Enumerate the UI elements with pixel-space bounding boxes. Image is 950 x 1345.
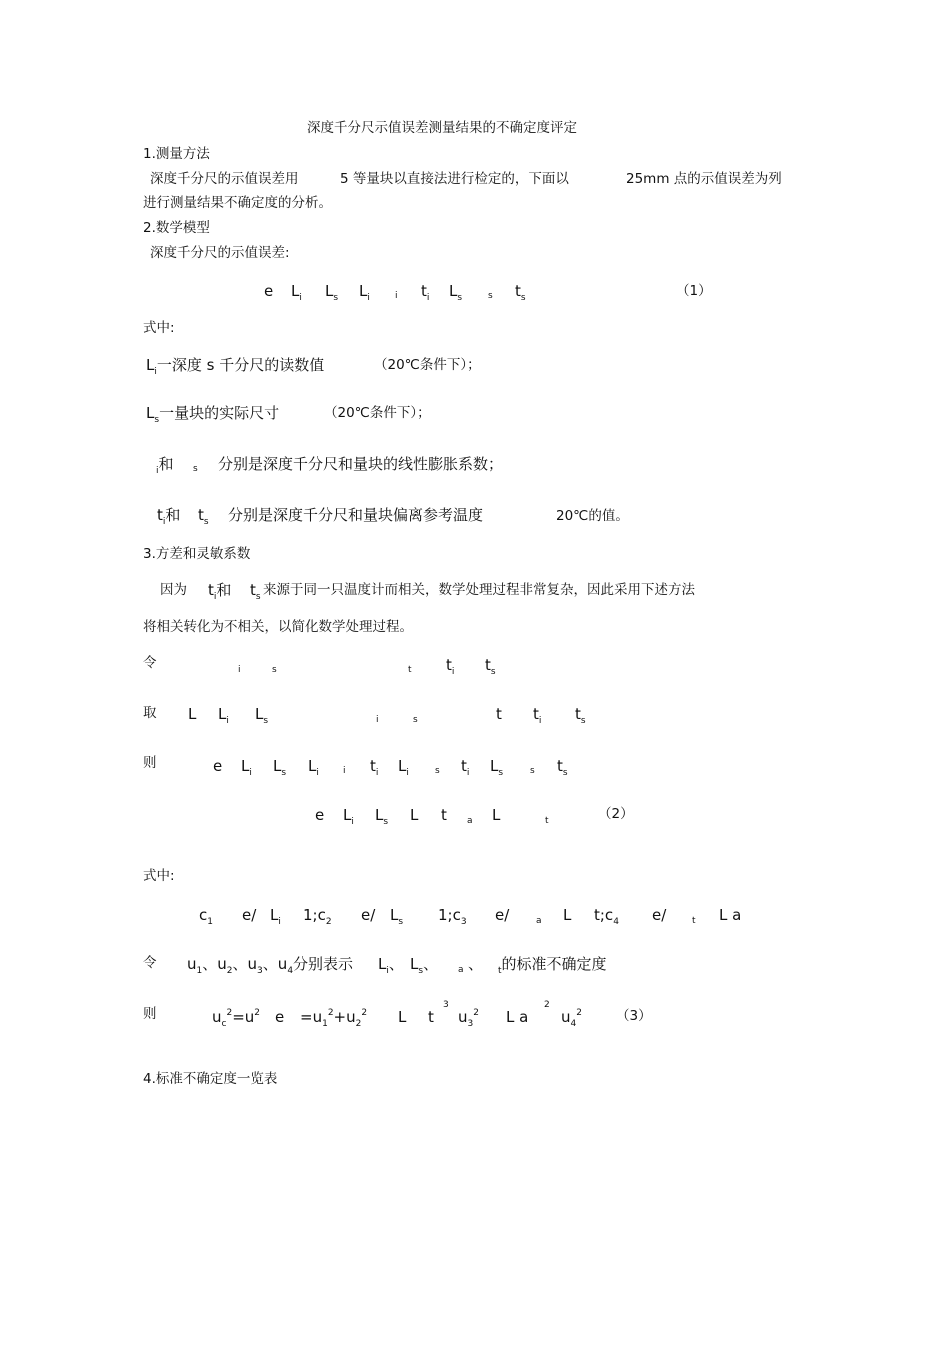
then-L: $L_s$ bbox=[490, 757, 504, 778]
eq2-sub-t: t bbox=[545, 816, 549, 826]
eq1-alpha-sub: i bbox=[395, 291, 398, 301]
let-sub-i: i bbox=[238, 665, 241, 675]
definition-t: $t_i$和 bbox=[157, 506, 181, 527]
coef-partial: e/ bbox=[495, 906, 510, 924]
coef-La: L a bbox=[719, 906, 742, 924]
take-Li: $L_i$ bbox=[218, 705, 229, 726]
then-alpha-sub: i bbox=[343, 766, 346, 776]
eq2-number: （2） bbox=[598, 806, 634, 822]
eq1-e: e bbox=[264, 282, 274, 300]
section-3-ti: $t_i$和 bbox=[208, 581, 232, 602]
then-t: $t_i$ bbox=[370, 757, 379, 778]
definition-alpha-text: 分别是深度千分尺和量块的线性膨胀系数； bbox=[218, 455, 504, 473]
section-3-ts: $t_s$ bbox=[250, 581, 261, 602]
page-title: 深度千分尺示值误差测量结果的不确定度评定 bbox=[307, 120, 577, 136]
eq2-sub-a: a bbox=[467, 816, 473, 826]
take-ti: $t_i$ bbox=[533, 705, 542, 726]
then-alpha-sub: s bbox=[530, 766, 535, 776]
section-3-text-b: 将相关转化为不相关，以简化数学处理过程。 bbox=[143, 619, 413, 635]
then-alpha-sub: s bbox=[435, 766, 440, 776]
uc-L: L bbox=[398, 1008, 407, 1026]
coef-c3: $1;c_3$ bbox=[438, 906, 467, 927]
let-ts: $t_s$ bbox=[485, 656, 496, 677]
then-e: e bbox=[213, 757, 223, 775]
then-label: 则 bbox=[143, 755, 157, 771]
uc-La: L a bbox=[506, 1008, 529, 1026]
then-uc-label: 则 bbox=[143, 1006, 157, 1022]
where-label-2: 式中: bbox=[143, 868, 175, 884]
uc-t: t bbox=[428, 1008, 434, 1026]
eq1-alpha-sub: s bbox=[488, 291, 493, 301]
let-u-Li: $L_i$、 bbox=[378, 955, 404, 976]
coef-sub-t: t bbox=[692, 916, 696, 926]
take-Ls: $L_s$ bbox=[255, 705, 269, 726]
section-2-intro: 深度千分尺的示值误差: bbox=[150, 245, 290, 261]
definition-Li-condition: （20℃条件下）； bbox=[374, 357, 481, 373]
coef-c4: $t;c_4$ bbox=[594, 906, 619, 927]
let-u-label: 令 bbox=[143, 955, 157, 971]
eq1-L: $L_i$ bbox=[359, 282, 370, 303]
eq1-t: $t_s$ bbox=[515, 282, 526, 303]
then-L: $L_s$ bbox=[273, 757, 287, 778]
definition-Ls-condition: （20℃条件下）； bbox=[324, 405, 431, 421]
combined-uncertainty: $u_c^2=u^2$ bbox=[212, 1008, 261, 1029]
uc-u3: $u_3^2$ bbox=[458, 1008, 479, 1029]
take-sub-i: i bbox=[376, 715, 379, 725]
let-u-sub-a: a bbox=[458, 965, 464, 975]
section-1-text-b: 5 等量块以直接法进行检定的，下面以 bbox=[340, 171, 569, 187]
definition-alpha-s-sub: s bbox=[193, 464, 198, 474]
eq2-L: L bbox=[410, 806, 419, 824]
eq3-number: （3） bbox=[616, 1008, 652, 1024]
section-1-text-c: 25mm 点的示值误差为列 bbox=[626, 171, 782, 187]
eq1-number: （1） bbox=[676, 283, 712, 299]
eq2-Ls: $L_s$ bbox=[375, 806, 389, 827]
eq2-t: t bbox=[441, 806, 447, 824]
section-1-heading: 1.测量方法 bbox=[143, 146, 210, 162]
definition-ts: $t_s$ bbox=[198, 506, 209, 527]
let-sub-t: t bbox=[408, 665, 412, 675]
then-t: $t_s$ bbox=[557, 757, 568, 778]
eq2-L: L bbox=[492, 806, 501, 824]
let-u-end: $_t$的标准不确定度 bbox=[498, 955, 607, 976]
take-sub-s: s bbox=[413, 715, 418, 725]
eq1-t: $t_i$ bbox=[421, 282, 430, 303]
then-L: $L_i$ bbox=[398, 757, 409, 778]
section-2-heading: 2.数学模型 bbox=[143, 220, 210, 236]
definition-Ls: $L_s$一量块的实际尺寸 bbox=[146, 404, 280, 425]
coef-sub-a: a bbox=[536, 916, 542, 926]
eq2-e: e bbox=[315, 806, 325, 824]
section-1-text-a: 深度千分尺的示值误差用 bbox=[150, 171, 299, 187]
coef-partial: e/ bbox=[361, 906, 376, 924]
definition-t-text: 分别是深度千分尺和量块偏离参考温度 bbox=[228, 506, 484, 524]
eq1-L: $L_s$ bbox=[449, 282, 463, 303]
then-L: $L_i$ bbox=[308, 757, 319, 778]
eq1-L: $L_s$ bbox=[325, 282, 339, 303]
coef-c1: $c_1$ bbox=[199, 906, 213, 927]
definition-t-end: 20℃的值。 bbox=[556, 508, 629, 524]
uc-sup-2: 2 bbox=[544, 1000, 550, 1010]
coef-Li: $L_i$ bbox=[270, 906, 281, 927]
let-sub-s: s bbox=[272, 665, 277, 675]
section-1-text-2: 进行测量结果不确定度的分析。 bbox=[143, 195, 332, 211]
take-t: t bbox=[496, 705, 502, 723]
take-ts: $t_s$ bbox=[575, 705, 586, 726]
let-u-list: $u_1$、$u_2$、$u_3$、$u_4$分别表示 bbox=[187, 955, 354, 976]
where-label: 式中: bbox=[143, 320, 175, 336]
section-3-text-a: 来源于同一只温度计而相关，数学处理过程非常复杂，因此采用下述方法 bbox=[263, 582, 695, 598]
eq1-L: $L_i$ bbox=[291, 282, 302, 303]
uc-terms: $=u_1^2+u_2^2$ bbox=[300, 1008, 368, 1029]
coef-partial: e/ bbox=[242, 906, 257, 924]
definition-alpha: $_i$和 bbox=[156, 455, 174, 476]
let-u-sep: 、 bbox=[468, 955, 484, 973]
let-ti: $t_i$ bbox=[446, 656, 455, 677]
coef-Ls: $L_s$ bbox=[390, 906, 404, 927]
then-L: $L_i$ bbox=[241, 757, 252, 778]
let-u-Ls: $L_s$、 bbox=[410, 955, 439, 976]
let-label: 令 bbox=[143, 655, 157, 671]
coef-c2: $1;c_2$ bbox=[303, 906, 332, 927]
then-t: $t_i$ bbox=[461, 757, 470, 778]
take-label: 取 bbox=[143, 705, 157, 721]
coef-L: L bbox=[563, 906, 572, 924]
section-3-because: 因为 bbox=[160, 582, 187, 598]
uc-sup-3: 3 bbox=[443, 1000, 449, 1010]
eq2-Li: $L_i$ bbox=[343, 806, 354, 827]
section-4-heading: 4.标准不确定度一览表 bbox=[143, 1071, 278, 1087]
section-3-heading: 3.方差和灵敏系数 bbox=[143, 546, 251, 562]
take-L: L bbox=[188, 705, 197, 723]
uc-u4: $u_4^2$ bbox=[561, 1008, 582, 1029]
coef-partial: e/ bbox=[652, 906, 667, 924]
definition-Li: $L_i$一深度 s 千分尺的读数值 bbox=[146, 356, 325, 377]
uc-e: e bbox=[275, 1008, 285, 1026]
